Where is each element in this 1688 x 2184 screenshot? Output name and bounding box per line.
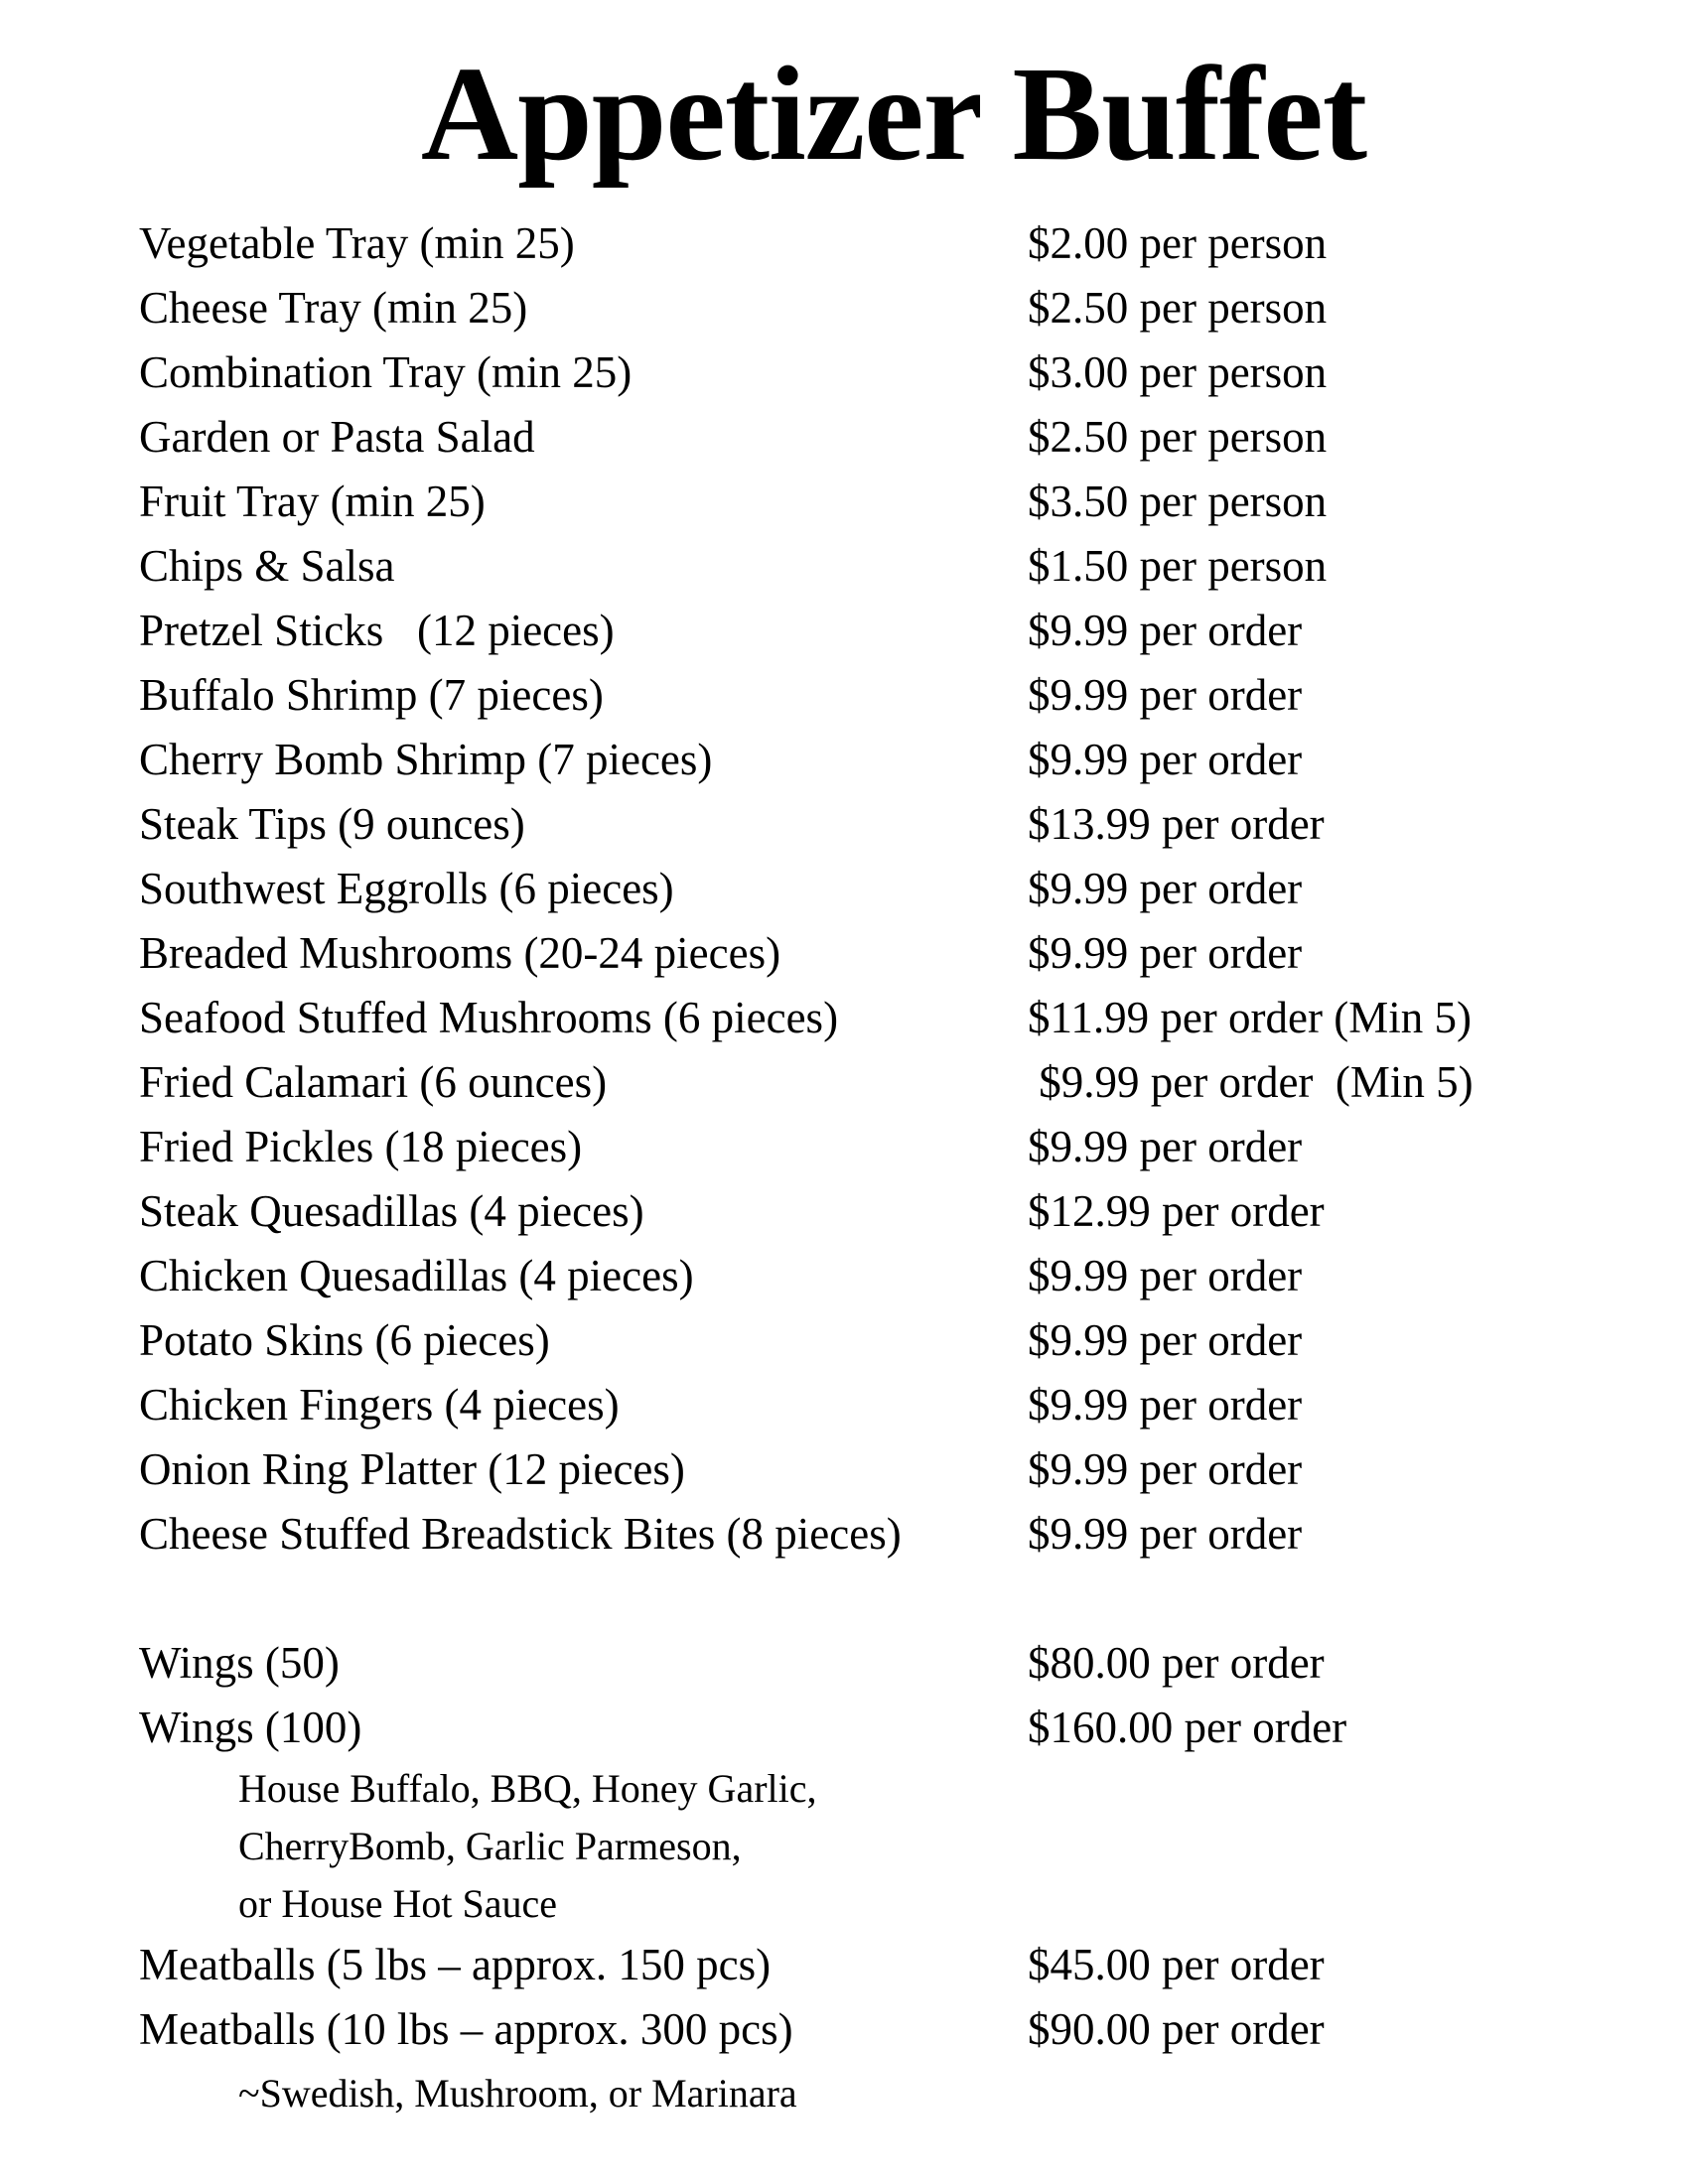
item-price: $9.99 per order — [1028, 606, 1303, 655]
item-price: $9.99 per order — [1028, 1251, 1303, 1300]
item-name: Chicken Quesadillas (4 pieces) — [139, 1251, 694, 1300]
item-name: Wings (100) — [139, 1703, 362, 1752]
item-name: Meatballs (5 lbs – approx. 150 pcs) — [139, 1940, 772, 1989]
item-name: Southwest Eggrolls (6 pieces) — [139, 864, 674, 913]
section-spacer — [139, 1567, 1609, 1631]
item-name: Fried Pickles (18 pieces) — [139, 1122, 583, 1171]
menu-item — [139, 405, 1609, 470]
item-name: Onion Ring Platter (12 pieces) — [139, 1444, 685, 1494]
item-name: Cherry Bomb Shrimp (7 pieces) — [139, 735, 713, 784]
menu-item — [139, 1933, 1609, 1997]
item-price: $3.00 per person — [1028, 347, 1328, 397]
item-price: $160.00 per order — [1028, 1703, 1347, 1752]
item-name: Wings (50) — [139, 1638, 340, 1688]
item-name: Meatballs (10 lbs – approx. 300 pcs) — [139, 2004, 793, 2054]
menu-item — [139, 986, 1609, 1050]
menu-item — [139, 728, 1609, 792]
item-price: $3.50 per person — [1028, 477, 1328, 526]
item-name: Potato Skins (6 pieces) — [139, 1315, 550, 1365]
item-price: $11.99 per order (Min 5) — [1028, 993, 1472, 1042]
item-price: $2.50 per person — [1028, 412, 1328, 462]
menu-item — [139, 534, 1609, 599]
wing-sauce-line: House Buffalo, BBQ, Honey Garlic, — [238, 1766, 817, 1811]
item-price: $9.99 per order — [1028, 1509, 1303, 1559]
item-price: $1.50 per person — [1028, 541, 1328, 591]
wing-sauce-line: or House Hot Sauce — [238, 1881, 558, 1926]
menu-item — [139, 663, 1609, 728]
menu-item — [139, 211, 1609, 276]
menu-item — [139, 341, 1609, 405]
item-name: Fruit Tray (min 25) — [139, 477, 486, 526]
item-name: Chicken Fingers (4 pieces) — [139, 1380, 620, 1430]
menu-item — [139, 1115, 1609, 1179]
menu-item — [139, 1437, 1609, 1502]
menu-item — [139, 792, 1609, 857]
menu-item — [139, 470, 1609, 534]
menu-item — [139, 1997, 1609, 2062]
item-name: Fried Calamari (6 ounces) — [139, 1057, 608, 1107]
item-price: $9.99 per order — [1028, 864, 1303, 913]
menu-item — [139, 1308, 1609, 1373]
item-price: $12.99 per order — [1028, 1186, 1325, 1236]
item-price: $90.00 per order — [1028, 2004, 1325, 2054]
meatball-sauce-line: ~Swedish, Mushroom, or Marinara — [238, 2071, 797, 2116]
item-name: Vegetable Tray (min 25) — [139, 218, 575, 268]
item-name: Chips & Salsa — [139, 541, 395, 591]
item-price: $9.99 per order — [1028, 670, 1303, 720]
item-name: Steak Quesadillas (4 pieces) — [139, 1186, 644, 1236]
menu-item — [139, 1631, 1609, 1696]
item-price: $9.99 per order — [1028, 928, 1303, 978]
item-name: Steak Tips (9 ounces) — [139, 799, 525, 849]
item-name: Seafood Stuffed Mushrooms (6 pieces) — [139, 993, 839, 1042]
item-price: $9.99 per order — [1028, 1315, 1303, 1365]
wing-sauce-line: CherryBomb, Garlic Parmeson, — [238, 1824, 742, 1868]
item-name: Combination Tray (min 25) — [139, 347, 633, 397]
item-price: $9.99 per order (Min 5) — [1028, 1057, 1474, 1107]
item-price: $80.00 per order — [1028, 1638, 1325, 1688]
item-name: Cheese Tray (min 25) — [139, 283, 528, 333]
menu-item — [139, 1502, 1609, 1567]
menu-item — [139, 1179, 1609, 1244]
menu-item — [139, 1244, 1609, 1308]
menu-item — [139, 599, 1609, 663]
menu-item — [139, 921, 1609, 986]
menu-item — [139, 857, 1609, 921]
menu-item — [139, 1050, 1609, 1115]
item-price: $9.99 per order — [1028, 1444, 1303, 1494]
item-name: Buffalo Shrimp (7 pieces) — [139, 670, 604, 720]
item-price: $2.00 per person — [1028, 218, 1328, 268]
item-name: Garden or Pasta Salad — [139, 412, 535, 462]
item-price: $9.99 per order — [1028, 735, 1303, 784]
item-price: $45.00 per order — [1028, 1940, 1325, 1989]
menu-item — [139, 1696, 1609, 1760]
page-title: Appetizer Buffet — [420, 40, 1367, 189]
item-price: $9.99 per order — [1028, 1380, 1303, 1430]
item-price: $9.99 per order — [1028, 1122, 1303, 1171]
menu-item — [139, 276, 1609, 341]
menu-item — [139, 1373, 1609, 1437]
item-name: Pretzel Sticks (12 pieces) — [139, 606, 615, 655]
item-price: $2.50 per person — [1028, 283, 1328, 333]
item-name: Breaded Mushrooms (20-24 pieces) — [139, 928, 781, 978]
menu-list — [139, 211, 1609, 2125]
item-price: $13.99 per order — [1028, 799, 1325, 849]
item-name: Cheese Stuffed Breadstick Bites (8 pieces) — [139, 1509, 902, 1559]
